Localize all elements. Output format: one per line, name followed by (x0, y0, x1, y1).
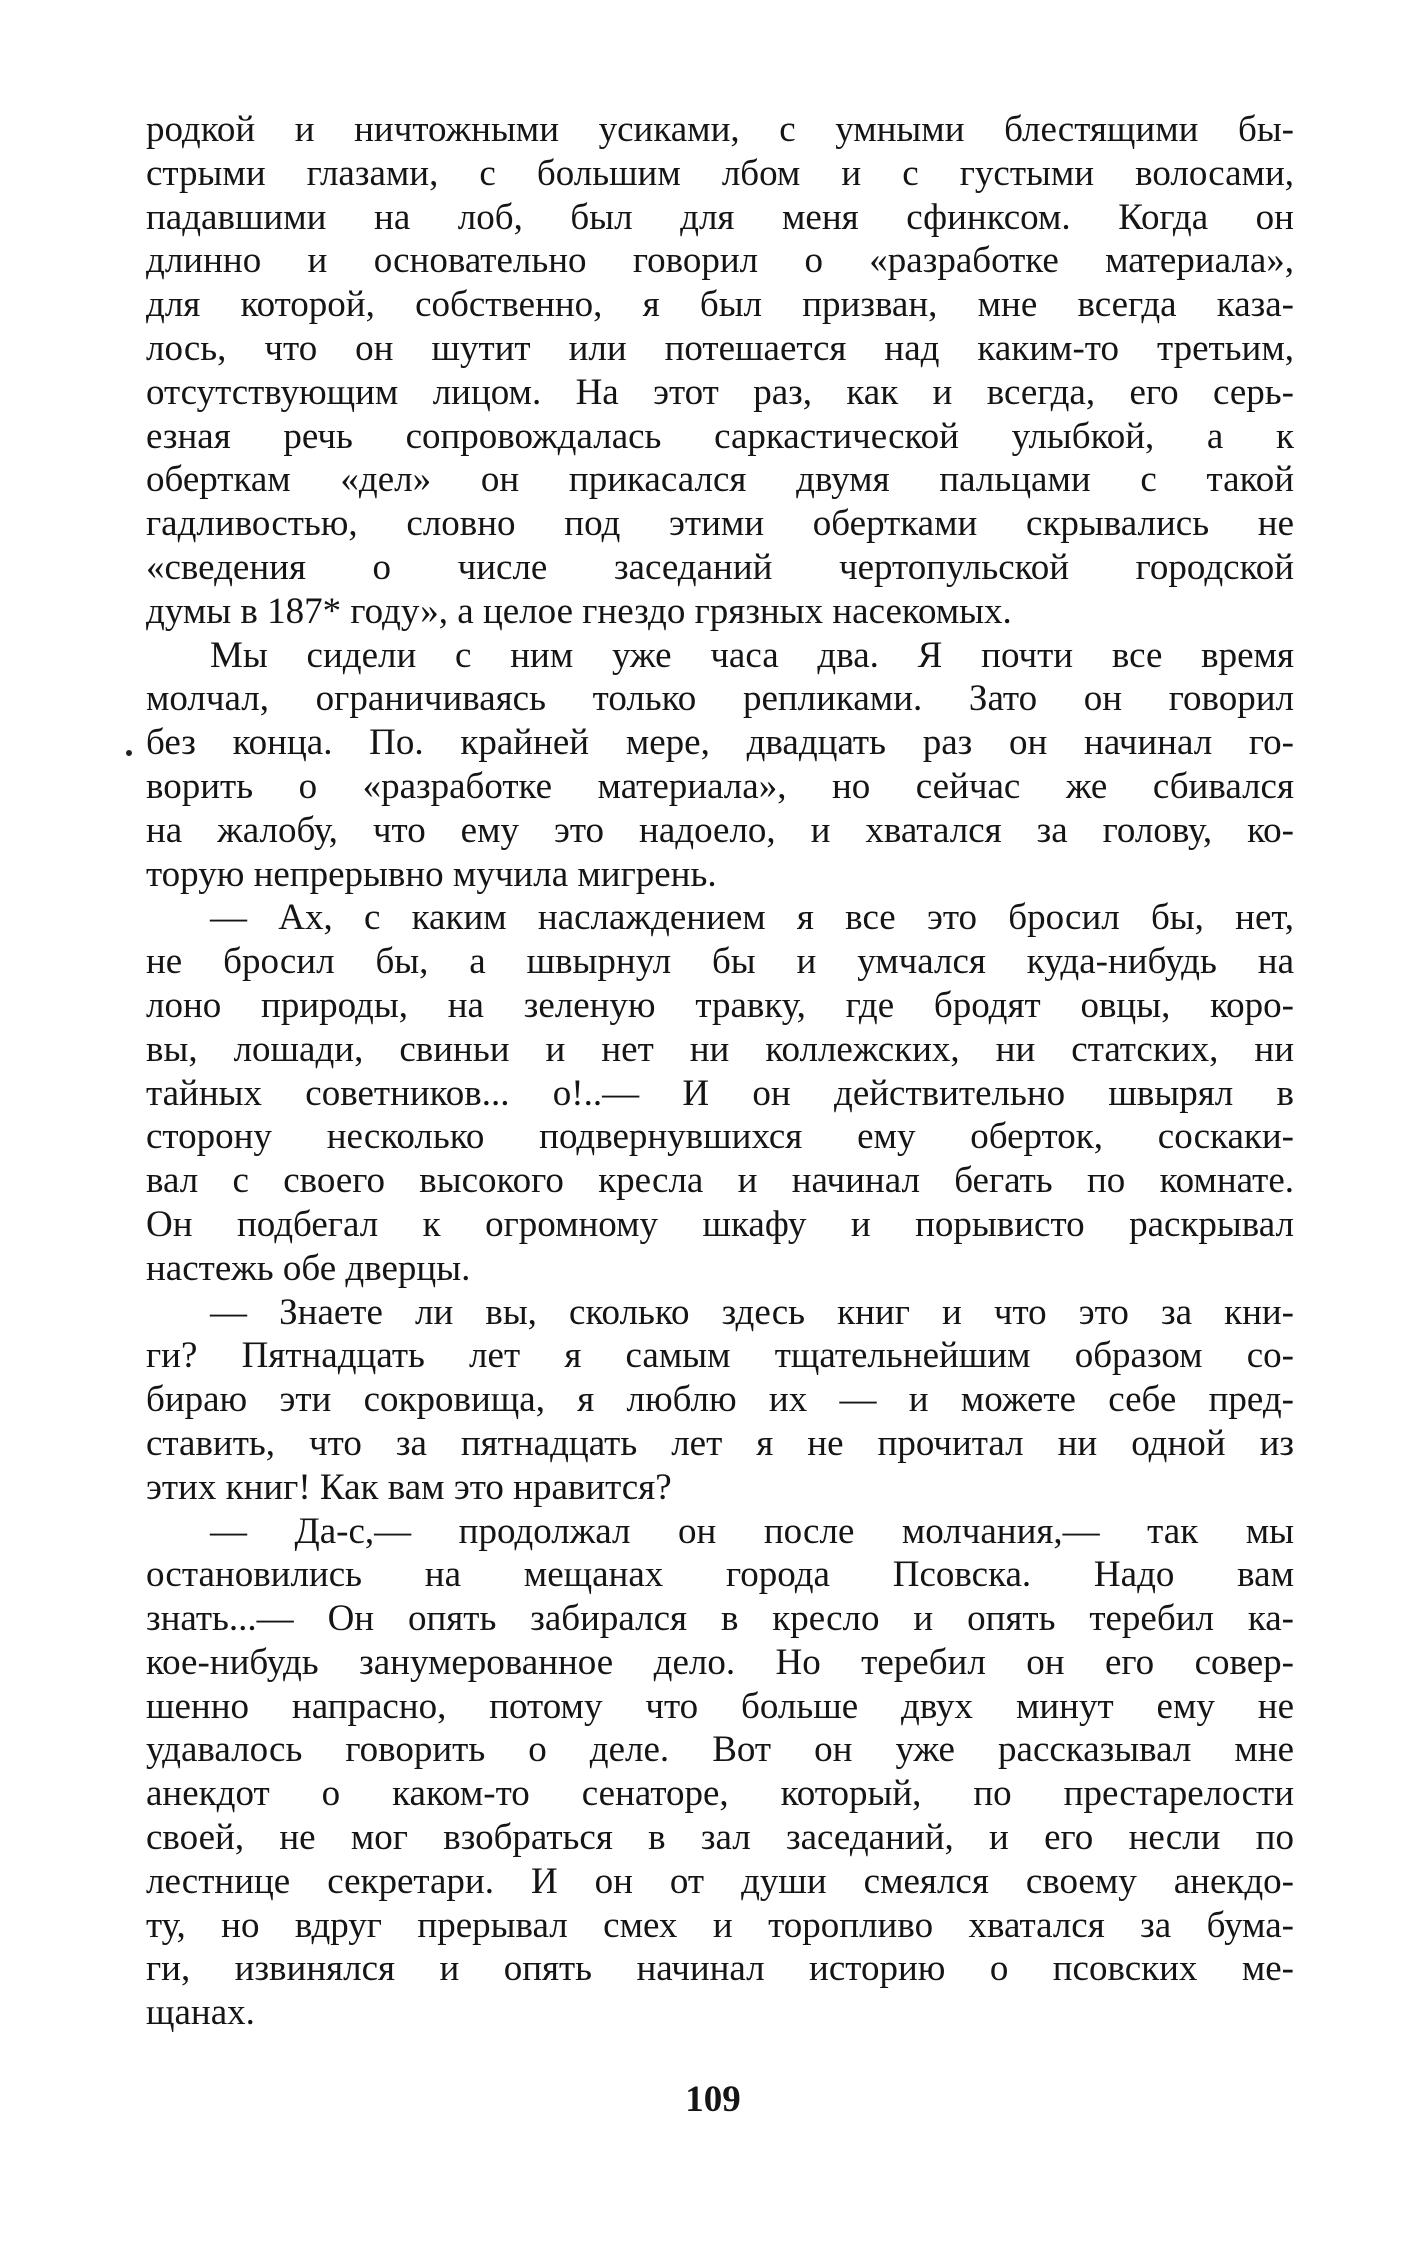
text-line: кое-нибудь занумерованное дело. Но теребил он его совер- (146, 1641, 1294, 1683)
text-line: ставить, что за пятнадцать лет я не прочитал ни одной из (146, 1422, 1294, 1464)
text-line: оберткам «дел» он прикасался двумя пальцами с такой (146, 459, 1294, 501)
text-line: лоно природы, на зеленую травку, где бродят овцы, коро- (146, 984, 1294, 1026)
text-line: вы, лошади, свиньи и нет ни коллежских, ни статских, ни (146, 1028, 1294, 1070)
page-number: 109 (685, 2079, 741, 2120)
text-line: ту, но вдруг прерывал смех и торопливо хватался за бума- (146, 1904, 1294, 1946)
margin-dot-mark (126, 750, 132, 756)
text-line: отсутствующим лицом. На этот раз, как и всегда, его серь- (146, 371, 1294, 413)
text-line: ворить о «разработке материала», но сейчас же сбивался (146, 765, 1294, 807)
text-line: ги, извинялся и опять начинал историю о псовских ме- (146, 1948, 1294, 1990)
text-line: знать...— Он опять забирался в кресло и опять теребил ка- (146, 1598, 1294, 1640)
text-line: — Ах, с каким наслаждением я все это бросил бы, нет, (210, 897, 1294, 939)
text-line: сторону несколько подвернувшихся ему оберток, соскаки- (146, 1116, 1294, 1158)
text-line: Мы сидели с ним уже часа два. Я почти все время (210, 634, 1294, 676)
text-line: шенно напрасно, потому что больше двух минут ему не (146, 1685, 1294, 1727)
text-line: анекдот о каком-то сенаторе, который, по престарелости (146, 1773, 1294, 1815)
text-line: думы в 187* году», а целое гнездо грязных насекомых. (146, 590, 1012, 632)
text-line: — Да-с,— продолжал он после молчания,— так мы (210, 1510, 1294, 1552)
text-line: этих книг! Как вам это нравится? (146, 1466, 672, 1508)
text-line: — Знаете ли вы, сколько здесь книг и что это за кни- (210, 1291, 1294, 1333)
body-text (146, 108, 1294, 2035)
text-line: «сведения о числе заседаний чертопульской городской (146, 546, 1294, 588)
text-line: лестнице секретари. И он от души смеялся своему анекдо- (146, 1860, 1294, 1902)
text-line: без конца. По. крайней мере, двадцать раз он начинал го- (146, 722, 1294, 764)
text-line: лось, что он шутит или потешается над каким-то третьим, (146, 327, 1294, 369)
text-line: настежь обе дверцы. (146, 1247, 471, 1289)
text-line: для которой, собственно, я был призван, мне всегда каза- (146, 284, 1294, 326)
text-line: щанах. (146, 1992, 255, 2034)
text-line: на жалобу, что ему это надоело, и хватался за голову, ко- (146, 809, 1294, 851)
text-line: бираю эти сокровища, я люблю их — и можете себе пред- (146, 1379, 1294, 1421)
text-line: не бросил бы, а швырнул бы и умчался куда-нибудь на (146, 941, 1294, 983)
text-line: вал с своего высокого кресла и начинал бегать по комнате. (146, 1160, 1294, 1202)
text-line: тайных советников... о!..— И он действительно швырял в (146, 1072, 1294, 1114)
text-line: падавшими на лоб, был для меня сфинксом. Когда он (146, 196, 1294, 238)
text-line: родкой и ничтожными усиками, с умными блестящими бы- (146, 109, 1294, 150)
text-line: длинно и основательно говорил о «разработке материала», (146, 240, 1294, 282)
text-line: своей, не мог взобраться в зал заседаний, и его несли по (146, 1817, 1294, 1859)
text-line: молчал, ограничиваясь только репликами. Зато он говорил (146, 678, 1294, 720)
text-line: удавалось говорить о деле. Вот он уже рассказывал мне (146, 1729, 1294, 1771)
text-line: остановились на мещанах города Псовска. Надо вам (146, 1554, 1294, 1596)
text-line: гадливостью, словно под этими обертками скрывались не (146, 503, 1294, 545)
text-line: Он подбегал к огромному шкафу и порывисто раскрывал (146, 1203, 1294, 1245)
text-line: стрыми глазами, с большим лбом и с густыми волосами, (146, 152, 1294, 194)
text-line: ги? Пятнадцать лет я самым тщательнейшим образом со- (146, 1335, 1294, 1377)
text-line: езная речь сопровождалась саркастической улыбкой, а к (146, 415, 1294, 457)
text-line: торую непрерывно мучила мигрень. (146, 853, 717, 895)
